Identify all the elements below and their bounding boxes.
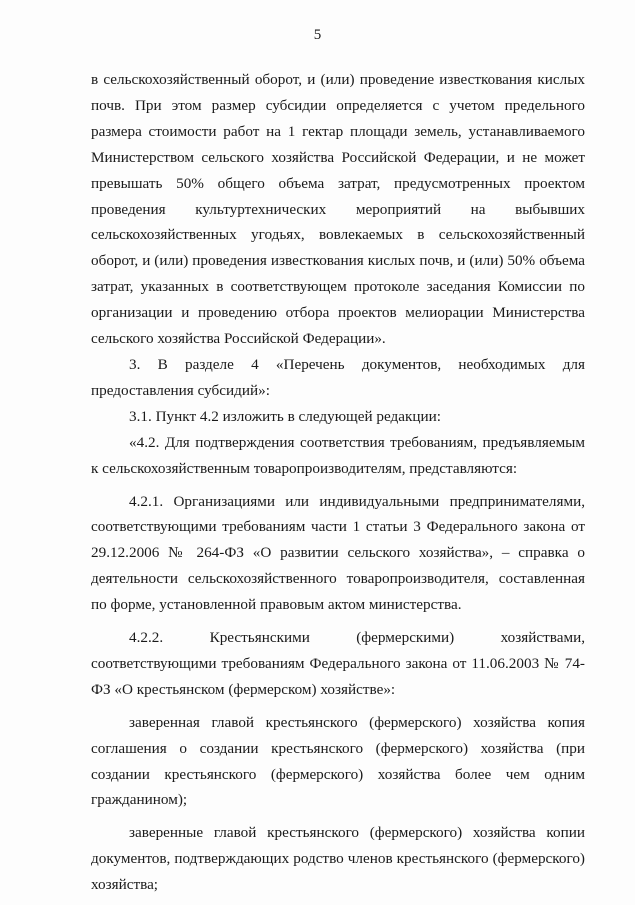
paragraph-item-4-2: «4.2. Для подтверждения соответствия требованиям, предъявляемым к сельскохозяйственным товаропроизводителям, представляются: (91, 433, 585, 477)
paragraph-kinship-documents: заверенные главой крестьянского (фермерского) хозяйства копии документов, подтверждающих родство членов крестьянского (фермерского) хозяйства; (91, 824, 585, 894)
paragraph-item-4-2-1: 4.2.1. Организациями или индивидуальными предпринимателями, соответствующими требованиям части 1 статьи 3 Федерального закона от 29.12.2006 № 264-ФЗ «О развитии сельского хозяйства», – справка о деятельности сельскохозяйственного товаропроизводителя, составленная по форме, установленной правовым актом министерства. (91, 492, 585, 614)
paragraph-subsidy-size: в сельскохозяйственный оборот, и (или) проведение известкования кислых почв. При этом размер субсидии определяется с учетом предельного размера стоимости работ на 1 гектар площади земель, устанавливаемого Министерством сельского хозяйства Российской Федерации, и не может превышать 50% общего объема затрат, предусмотренных проектом проведения культуртехнических мероприятий на выбывших сельскохозяйственных угодьях, вовлекаемых в сельскохозяйственный оборот, и (или) проведения известкования кислых почв, и (или) 50% объема затрат, указанных в соответствующем протоколе заседания Комиссии по организации и проведению отбора проектов мелиорации Министерства сельского хозяйства Российской Федерации». (91, 71, 585, 348)
paragraph-item-3-1: 3.1. Пункт 4.2 изложить в следующей редакции: (129, 407, 442, 425)
document-body (91, 67, 585, 898)
paragraph-section-4: 3. В разделе 4 «Перечень документов, необходимых для предоставления субсидий»: (91, 355, 585, 399)
page-number: 5 (313, 27, 322, 43)
paragraph-item-4-2-2: 4.2.2. Крестьянскими (фермерскими) хозяйствами, соответствующими требованиям Федерального закона от 11.06.2003 № 74-ФЗ «О крестьянском (фермерском) хозяйстве»: (91, 629, 585, 698)
paragraph-agreement-copy: заверенная главой крестьянского (фермерского) хозяйства копия соглашения о создании крестьянского (фермерского) хозяйства (при создании крестьянского (фермерского) хозяйства более чем одним гражданином); (91, 713, 585, 809)
